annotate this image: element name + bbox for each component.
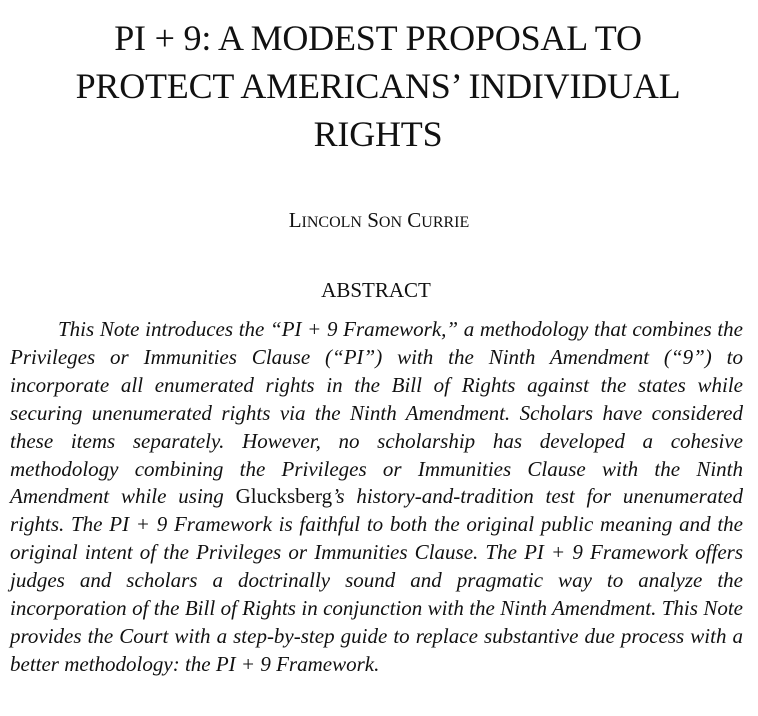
author-first-initial: L <box>288 208 302 232</box>
author-first-rest: INCOLN <box>301 214 362 231</box>
abstract-heading: ABSTRACT <box>321 278 431 302</box>
case-name: Glucksberg <box>235 484 333 509</box>
title-line-3: RIGHTS <box>313 114 443 154</box>
author-name <box>0 206 758 237</box>
title-line-2: PROTECT AMERICANS’ INDIVIDUAL <box>75 66 681 106</box>
author-last-rest: URRIE <box>421 214 470 231</box>
article-title <box>10 0 746 158</box>
author-last-initial: C <box>407 208 422 232</box>
author-middle-initial: S <box>367 208 379 232</box>
title-line-1: PI + 9: A MODEST PROPOSAL TO <box>114 18 642 58</box>
abstract-text-part-2: ’s history-and-tradition test for unenumerated rights. The PI + 9 Framework is faithful to both the original public meaning and the original intent of the Privileges or Immunities Clause. The PI + 9 Framework offers judges and scholars a doctrinally sound and pragmatic way to analyze the incorporation of the Bill of Rights in conjunction with the Ninth Amendment. This Note provides the Court with a step-by-step guide to replace substantive due process with a better methodology: the PI + 9 Framework. <box>10 484 744 676</box>
abstract-text-part-1: This Note introduces the “PI + 9 Framework,” a methodology that combines the Privileges or Immunities Clause (“PI”) with the Ninth Amendment (“9”) to incorporate all enumerated rights in the Bill of Rights against the states while securing unenumerated rights via the Ninth Amendment. Scholars have considered these items separately. However, no scholarship has developed a cohesive methodology combining the Privileges or Immunities Clause with the Ninth Amendment while using <box>10 317 743 509</box>
author-middle-rest: ON <box>378 214 403 231</box>
abstract-paragraph <box>10 316 743 679</box>
